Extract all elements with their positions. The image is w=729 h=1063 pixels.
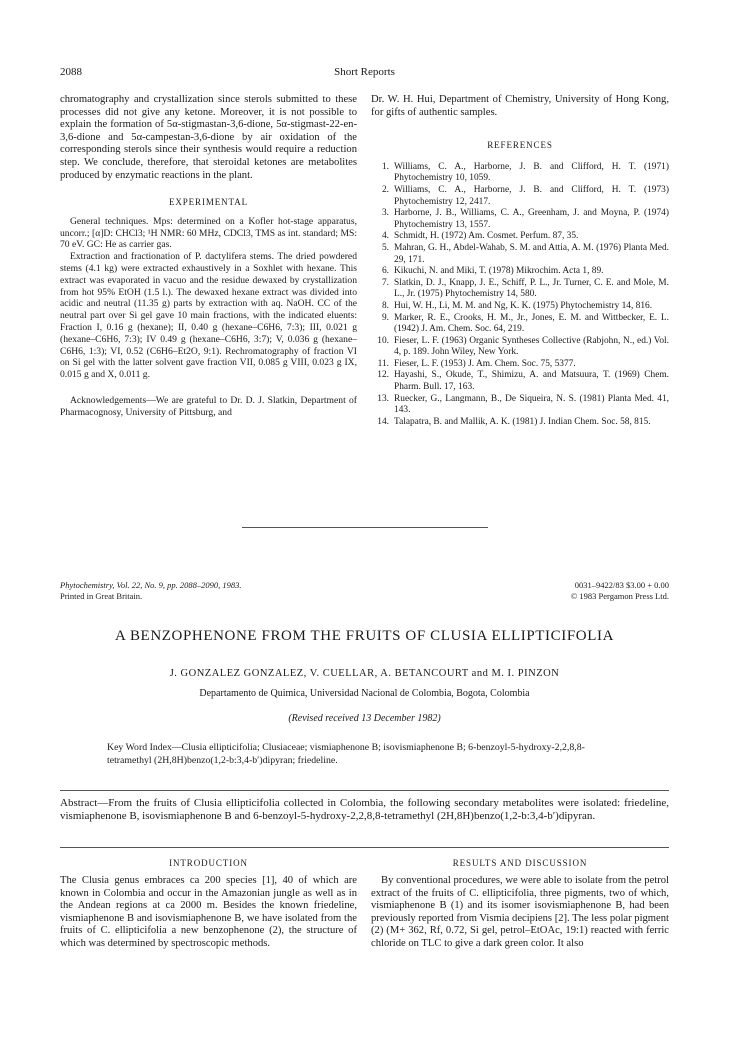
- experimental-paragraph: Extraction and fractionation of P. dactylifera stems. The dried powdered stems (4.1 kg) were extracted exhaustively in a Soxhlet with hexane. This extract was evaporated in vacuo and the residue dewaxed by crystallization from hot 95% EtOH (1.5 l.). The dewaxed hexane extract was divided into acidic and neutral (11.35 g) parts by extraction with aq. NaOH. CC of the neutral part over Si gel gave 10 main fractions, with the indicated eluents: Fraction I, 0.16 g (hexane); II, 0.40 g (hexane–C6H6, 7:3); III, 0.021 g (hexane–C6H6, 7:3); IV 0.49 g (hexane–C6H6, 3:7); V, 0.036 g (hexane–C6H6, 1:3); VI, 0.52 (C6H6–Et2O, 9:1). Rechromatography of fraction VI on Si gel with the latter solvent gave fraction VII, 0.085 g VIII, 0.023 g IX, 0.015 g and X, 0.011 g.: [60, 251, 357, 381]
- issn-price: 0031–9422/83 $3.00 + 0.00: [574, 580, 669, 590]
- reference-item: 10. Fieser, L. F. (1963) Organic Syntheses Collective (Rabjohn, N., ed.) Vol. 4, p. 189. John Wiley, New York.: [377, 335, 669, 358]
- running-title: Short Reports: [334, 66, 395, 78]
- page-number: 2088: [60, 66, 82, 78]
- article-authors: J. GONZALEZ GONZALEZ, V. CUELLAR, A. BETANCOURT and M. I. PINZON: [169, 668, 560, 679]
- revised-date: (Revised received 13 December 1982): [288, 713, 441, 724]
- results-heading: RESULTS AND DISCUSSION: [452, 858, 588, 868]
- reference-list: [371, 162, 669, 429]
- article-title: A BENZOPHENONE FROM THE FRUITS OF CLUSIA ELLIPTICIFOLIA: [115, 628, 614, 644]
- acknowledgements-continued: Dr. W. H. Hui, Department of Chemistry, University of Hong Kong, for gifts of authentic samples.: [371, 94, 669, 118]
- reference-item: 3. Harborne, J. B., Williams, C. A., Greenham, J. and Moyna, P. (1974) Phytochemistry 13, 1557.: [381, 208, 669, 230]
- acknowledgements-paragraph: Acknowledgements—We are grateful to Dr. D. J. Slatkin, Department of Pharmacognosy, University of Pittsburg, and: [60, 394, 357, 418]
- reference-item: 14. Talapatra, B. and Mallik, A. K. (1981) J. Indian Chem. Soc. 58, 815.: [377, 416, 651, 427]
- reference-item: 1. Williams, C. A., Harborne, J. B. and Clifford, H. T. (1971) Phytochemistry 10, 1059.: [381, 161, 669, 184]
- reference-item: 5. Mahran, G. H., Abdel-Wahab, S. M. and Attia, A. M. (1976) Planta Med. 29, 171.: [381, 242, 669, 265]
- keyword-index: Key Word Index—Clusia ellipticifolia; Clusiaceae; vismiaphenone B; isovismiaphenone B; 6-benzoyl-5-hydroxy-2,2,8,8-tetramethyl (2H,8H)benzo(1,2-b:3,4-b′)dipyran; friedeline.: [107, 742, 585, 766]
- reference-item: 6. Kikuchi, N. and Miki, T. (1978) Mikrochim. Acta 1, 89.: [381, 266, 604, 277]
- printed-in: Printed in Great Britain.: [60, 591, 143, 601]
- article-affiliation: Departamento de Quimica, Universidad Nacional de Colombia, Bogota, Colombia: [199, 688, 530, 699]
- prev-left-column: [60, 94, 357, 419]
- references-heading: REFERENCES: [487, 140, 553, 151]
- prev-right-column: [371, 94, 669, 428]
- article-separator: [242, 527, 488, 528]
- introduction-paragraph: The Clusia genus embraces ca 200 species [1], 40 of which are known in Colombia and occur in the Amazonian jungle as well as in the Andean regions at ca 2000 m. Besides the known friedeline, vismiaphenone B and isovismiaphenone B, we have isolated from the fruits of C. ellipticifolia a new benzophenone (2), the structure of which was determined by spectroscopic methods.: [60, 875, 357, 949]
- introduction-heading: INTRODUCTION: [169, 858, 248, 868]
- reference-item: 2. Williams, C. A., Harborne, J. B. and Clifford, H. T. (1973) Phytochemistry 12, 2417.: [381, 184, 669, 207]
- abstract: Abstract—From the fruits of Clusia ellipticifolia collected in Colombia, the following secondary metabolites were isolated: friedeline, vismiaphenone B, isovismiaphenone B and 6-benzoyl-5-hydroxy-2,2,8,8-tetramethyl (2H,8H)benzo(1,2-b:3,4-b′)dipyran.: [60, 797, 669, 823]
- reference-item: 8. Hui, W. H., Li, M. M. and Ng, K. K. (1975) Phytochemistry 14, 816.: [381, 300, 653, 311]
- journal-citation: Phytochemistry, Vol. 22, No. 9, pp. 2088–2090, 1983.: [60, 580, 242, 590]
- prev-conclusion-paragraph: chromatography and crystallization since sterols submitted to these processes did not give any ketone. Moreover, it is not possible to explain the formation of 5α-stigmastan-3,6-dione, 5α-stigmast-22-en-3,6-dione and 5α-campestan-3,6-dione by air oxidation of the corresponding sterols since their synthesis would require a reduction step. We conclude, therefore, that steroidal ketones are metabolites produced by enzymatic reactions in the plant.: [60, 94, 357, 181]
- reference-item: 4. Schmidt, H. (1972) Am. Cosmet. Perfum. 87, 35.: [381, 231, 579, 242]
- copyright: © 1983 Pergamon Press Ltd.: [570, 591, 669, 601]
- reference-item: 11. Fieser, L. F. (1953) J. Am. Chem. Soc. 75, 5377.: [377, 358, 576, 369]
- results-paragraph: By conventional procedures, we were able to isolate from the petrol extract of the fruits of C. ellipticifolia, three pigments, two of which, vismiaphenone B (1) and its isomer isovismiaphenone B, had been previously reported from Vismia decipiens [2]. The less polar pigment (2) (M+ 362, Rf, 0.72, Si gel, petrol–EtOAc, 19:1) reacted with ferric chloride on TLC to give a dark green color. It also: [371, 875, 669, 949]
- abstract-top-rule: [60, 790, 669, 791]
- reference-item: 13. Ruecker, G., Langmann, B., De Siqueira, N. S. (1981) Planta Med. 41, 143.: [377, 393, 669, 416]
- abstract-bottom-rule: [60, 847, 669, 848]
- experimental-heading: EXPERIMENTAL: [168, 197, 249, 208]
- reference-item: 12. Hayashi, S., Okude, T., Shimizu, A. and Matsuura, T. (1969) Chem. Pharm. Bull. 17, 163.: [377, 370, 669, 393]
- experimental-paragraph: General techniques. Mps: determined on a Kofler hot-stage apparatus, uncorr.; [α]D: CHCl3; ¹H NMR: 60 MHz, CDCl3, TMS as int. standard; MS: 70 eV. GC: He as carrier gas.: [60, 215, 357, 251]
- reference-item: 7. Slatkin, D. J., Knapp, J. E., Schiff, P. L., Jr. Turner, C. E. and Mole, M. L., Jr. (1975) Phytochemistry 14, 580.: [381, 277, 669, 300]
- reference-item: 9. Marker, R. E., Crooks, H. M., Jr., Jones, E. M. and Wittbecker, E. L. (1942) J. Am. Chem. Soc. 64, 219.: [381, 312, 669, 335]
